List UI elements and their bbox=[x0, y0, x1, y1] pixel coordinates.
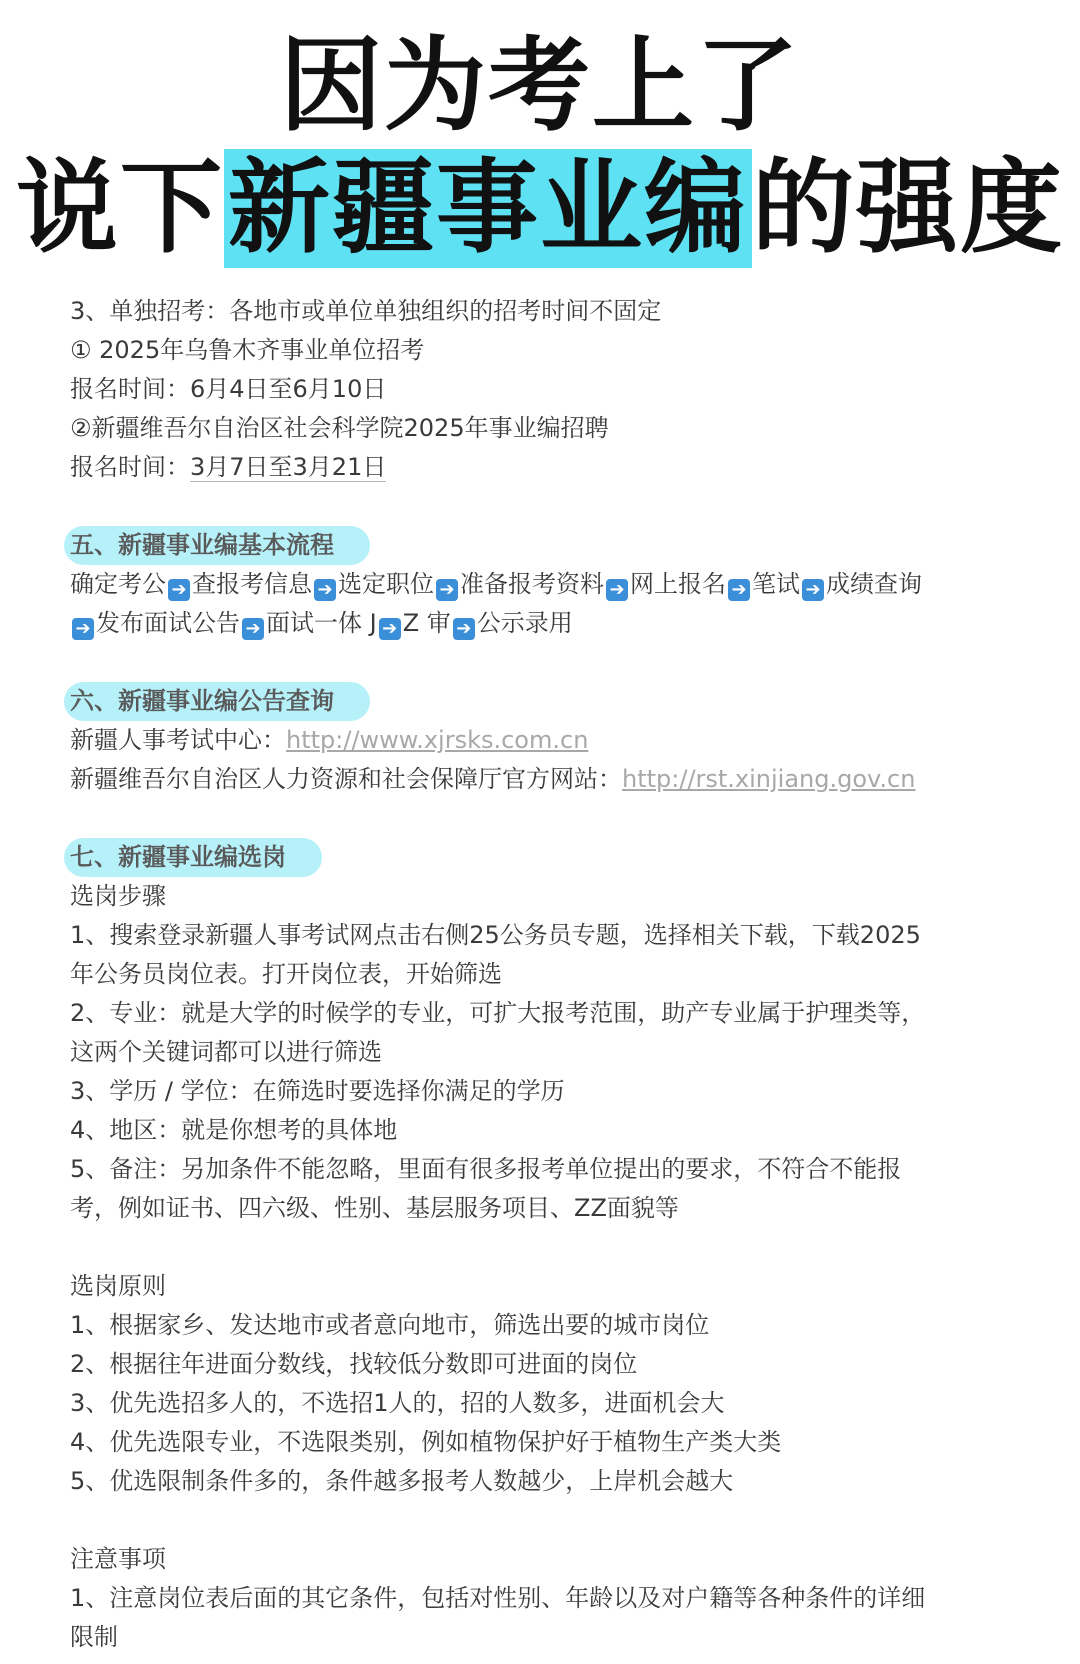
step-line: 2、专业：就是大学的时候学的专业，可扩大报考范围，助产专业属于护理类等， bbox=[70, 999, 926, 1027]
flow-row-1 bbox=[70, 565, 1030, 604]
note-line: 限制 bbox=[70, 1623, 118, 1651]
section7-heading: 七、新疆事业编选岗 bbox=[64, 838, 322, 877]
title-line-1: 因为考上了 bbox=[280, 27, 800, 146]
principle-line: 4、优先选限专业，不选限类别，例如植物保护好于植物生产类大类 bbox=[70, 1428, 782, 1456]
right-arrow-icon: ➔ bbox=[606, 579, 628, 601]
right-arrow-icon: ➔ bbox=[436, 579, 458, 601]
flow-step: 发布面试公告 bbox=[96, 609, 240, 637]
source-label: 新疆人事考试中心： bbox=[70, 726, 286, 754]
section3-line-3: 报名时间：6月4日至6月10日 bbox=[70, 375, 387, 403]
flow-step: 笔试 bbox=[752, 570, 800, 598]
flow-step: 网上报名 bbox=[630, 570, 726, 598]
notes-title: 注意事项 bbox=[70, 1545, 166, 1573]
step-line: 年公务员岗位表。打开岗位表，开始筛选 bbox=[70, 960, 502, 988]
flow-step: Z 审 bbox=[402, 609, 451, 637]
step-line: 这两个关键词都可以进行筛选 bbox=[70, 1038, 382, 1066]
step-line: 4、地区：就是你想考的具体地 bbox=[70, 1116, 398, 1144]
signup-time-value: 3月7日至3月21日 bbox=[190, 453, 387, 481]
flow-step: 准备报考资料 bbox=[460, 570, 604, 598]
right-arrow-icon: ➔ bbox=[168, 579, 190, 601]
signup-time-label: 报名时间： bbox=[70, 453, 190, 481]
flow-step: 查报考信息 bbox=[192, 570, 312, 598]
right-arrow-icon: ➔ bbox=[314, 579, 336, 601]
right-arrow-icon: ➔ bbox=[242, 618, 264, 640]
right-arrow-icon: ➔ bbox=[453, 618, 475, 640]
section6-heading: 六、新疆事业编公告查询 bbox=[64, 682, 370, 721]
section5-heading: 五、新疆事业编基本流程 bbox=[64, 526, 370, 565]
flow-step: 确定考公 bbox=[70, 570, 166, 598]
section3-line-5 bbox=[70, 448, 1030, 487]
source-label: 新疆维吾尔自治区人力资源和社会保障厅官方网站： bbox=[70, 765, 622, 793]
principle-line: 2、根据往年进面分数线，找较低分数即可进面的岗位 bbox=[70, 1350, 638, 1378]
announcement-source-1 bbox=[70, 721, 1030, 760]
section3-line-4: ②新疆维吾尔自治区社会科学院2025年事业编招聘 bbox=[70, 414, 609, 442]
flow-step: 选定职位 bbox=[338, 570, 434, 598]
principles-title: 选岗原则 bbox=[70, 1272, 166, 1300]
article-body bbox=[70, 292, 1030, 1657]
announcement-source-2 bbox=[70, 760, 1030, 799]
step-line: 3、学历 / 学位：在筛选时要选择你满足的学历 bbox=[70, 1077, 565, 1105]
step-line: 5、备注：另加条件不能忽略，里面有很多报考单位提出的要求，不符合不能报 bbox=[70, 1155, 902, 1183]
flow-step: 成绩查询 bbox=[826, 570, 922, 598]
section3-line-1: 3、单独招考：各地市或单位单独组织的招考时间不固定 bbox=[70, 297, 662, 325]
note-line: 1、注意岗位表后面的其它条件，包括对性别、年龄以及对户籍等各种条件的详细 bbox=[70, 1584, 926, 1612]
title-highlight: 新疆事业编 bbox=[224, 149, 752, 268]
right-arrow-icon: ➔ bbox=[72, 618, 94, 640]
rst-xinjiang-link[interactable]: http://rst.xinjiang.gov.cn bbox=[622, 765, 916, 793]
step-line: 考，例如证书、四六级、性别、基层服务项目、ZZ面貌等 bbox=[70, 1194, 679, 1222]
right-arrow-icon: ➔ bbox=[802, 579, 824, 601]
title-line-2 bbox=[0, 149, 1080, 268]
title-suffix: 的强度 bbox=[752, 149, 1064, 268]
right-arrow-icon: ➔ bbox=[728, 579, 750, 601]
right-arrow-icon: ➔ bbox=[379, 618, 401, 640]
flow-row-2 bbox=[70, 604, 1030, 643]
principle-line: 1、根据家乡、发达地市或者意向地市，筛选出要的城市岗位 bbox=[70, 1311, 710, 1339]
principle-line: 5、优选限制条件多的，条件越多报考人数越少，上岸机会越大 bbox=[70, 1467, 734, 1495]
principle-line: 3、优先选招多人的，不选招1人的，招的人数多，进面机会大 bbox=[70, 1389, 725, 1417]
section3-line-2: ① 2025年乌鲁木齐事业单位招考 bbox=[70, 336, 425, 364]
xjrsks-link[interactable]: http://www.xjrsks.com.cn bbox=[286, 726, 589, 754]
flow-step: 公示录用 bbox=[476, 609, 573, 637]
step-line: 1、搜索登录新疆人事考试网点击右侧25公务员专题，选择相关下载，下载2025 bbox=[70, 921, 921, 949]
steps-title: 选岗步骤 bbox=[70, 882, 166, 910]
flow-step: 面试一体 J bbox=[266, 609, 377, 637]
title-prefix: 说下 bbox=[16, 149, 224, 268]
